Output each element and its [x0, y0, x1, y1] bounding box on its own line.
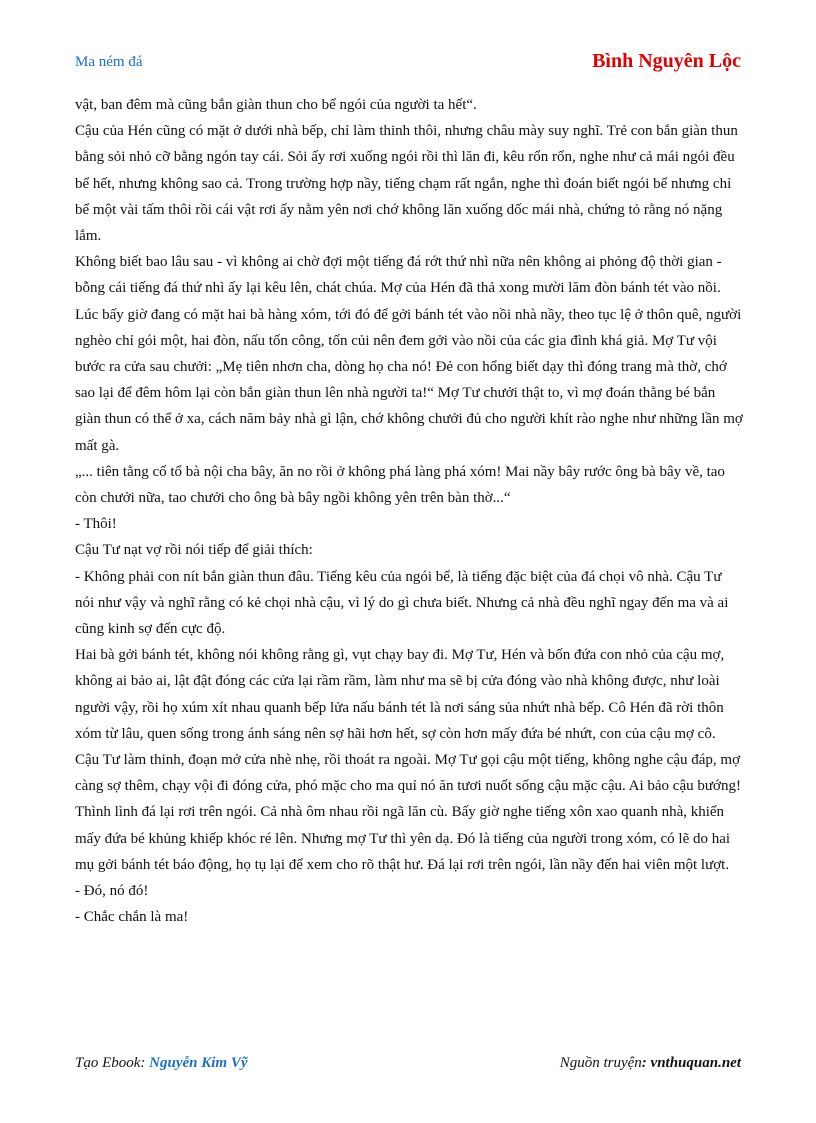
paragraph: - Chắc chắn là ma! [75, 909, 189, 926]
paragraph: - Đó, nó đó! [75, 883, 149, 900]
ebook-label: Tạo Ebook [75, 1055, 141, 1071]
ebook-separator: : [140, 1055, 150, 1071]
ebook-credit [75, 1055, 248, 1072]
paragraph: vật, ban đêm mà cũng bắn giàn thun cho bể ngói của người ta hết“. [75, 97, 477, 113]
author-name: Bình Nguyên Lộc [592, 50, 741, 72]
paragraph: Cậu Tư nạt vợ rồi nói tiếp để giải thích: [75, 542, 313, 559]
source-separator: : [641, 1055, 651, 1071]
source-label: Nguồn truyện [559, 1055, 642, 1071]
paragraph: „... tiên tằng cố tổ bà nội cha bây, ăn no rồi ở không phá làng phá xóm! Mai nầy bây rước ông bà bây về, tao còn chưởi nữa, tao chưởi cho ông bà bây ngồi không yên trên bàn thờ...“ [75, 463, 725, 507]
page-header [75, 50, 741, 76]
ebook-creator-name: Nguyễn Kim Vỹ [149, 1055, 248, 1071]
paragraph: - Không phải con nít bắn giàn thun đâu. Tiếng kêu của ngói bể, là tiếng đặc biệt của đá chọi vô nhà. Cậu Tư nói như vậy và nghĩ rằng có kẻ chọi nhà cậu, vì lý do gì chưa biết. Nhưng cả nhà đều nghĩ ngay đến ma và ai cũng kinh sợ đến cực độ. [75, 568, 729, 638]
paragraph: Thình lình đá lại rơi trên ngói. Cả nhà ôm nhau rồi ngã lăn cù. Bấy giờ nghe tiếng xôn xao quanh nhà, khiến mấy đứa bé khủng khiếp khóc ré lên. Nhưng mợ Tư thì yên dạ. Đó là tiếng của người trong xóm, có lẽ do hai mụ gởi bánh tét báo động, họ tụ lại để xem cho rõ thật hư. Đá lại rơi trên ngói, lần nầy đến hai viên một lượt. [75, 804, 731, 873]
source-site-link: vnthuquan.net [650, 1055, 741, 1071]
book-title: Ma ném đá [75, 54, 143, 70]
paragraph: Hai bà gởi bánh tét, không nói không rằng gì, vụt chạy bay đi. Mợ Tư, Hén và bốn đứa con nhỏ của cậu mợ, không ai bảo ai, lật đật đóng các cửa lại rầm rầm, làm như ma sẽ bị cửa đóng vào nhà không được, như loài người vậy, rồi họ xúm xít nhau quanh bếp lửa nấu bánh tét là nơi sáng sủa nhứt nhà bếp. Cô Hén đã rời thôn xóm từ lâu, quen sống trong ánh sáng nên sợ hãi hơn hết, sợ còn hơn mấy đứa bé nhứt, con của cậu mợ cô. Cậu Tư làm thinh, đoạn mở cửa nhè nhẹ, rồi thoát ra ngoài. Mợ Tư gọi cậu một tiếng, không nghe cậu đáp, mợ càng sợ thêm, chạy vội đi đóng cửa, phó mặc cho ma quỉ nó ăn tươi nuốt sống cậu mặc cậu. Ai bảo cậu bướng! [75, 647, 741, 795]
page-footer [75, 1055, 741, 1077]
paragraph: - Thôi! [75, 516, 117, 533]
paragraph: Cậu của Hén cũng có mặt ở dưới nhà bếp, chỉ làm thinh thôi, nhưng châu mày suy nghĩ. Trẻ con bắn giàn thun bằng sỏi nhỏ cỡ bằng ngón tay cái. Sỏi ấy rơi xuống ngói rồi thì lăn đi, kêu rổn rổn, nghe như cả mái ngói đều bể hết, nhưng không sao cả. Trong trường hợp nầy, tiếng chạm rất ngắn, nghe thì đoán biết ngói bể nhưng chỉ bể một vài tấm thôi rồi cái vật rơi ấy nằm yên nơi chớ không lăn xuống dốc mái nhà, chứng tỏ rằng nó nặng lắm. [75, 123, 738, 245]
source-credit [560, 1055, 741, 1072]
paragraph: Không biết bao lâu sau - vì không ai chờ đợi một tiếng đá rớt thứ nhì nữa nên không ai phỏng độ thời gian - bỗng cái tiếng đá thứ nhì ấy lại kêu lên, chát chúa. Mợ của Hén đã thả xong mười lăm đòn bánh tét vào nồi. Lúc bấy giờ đang có mặt hai bà hàng xóm, tới đó để gởi bánh tét vào nồi nhà nầy, theo tục lệ ở thôn quê, người nghèo chỉ gói một, hai đòn, nấu tốn công, tốn củi nên đem gởi vào nồi của các gia đình khá giả. Mợ Tư vội bước ra cửa sau chưởi: „Mẹ tiên nhơn cha, dòng họ cha nó! Đẻ con hổng biết dạy thì đóng trang mà thờ, chớ sao lại để đêm hôm lại còn bắn giàn thun lên nhà người ta!“ Mợ Tư chưởi thật to, vì mợ đoán thằng bé bắn giàn thun có thể ở xa, cách năm bảy nhà gì lận, chớ không chưởi đủ cho người khít rào nghe như những lần mợ mất gà. [75, 254, 743, 454]
page-body [75, 92, 743, 931]
